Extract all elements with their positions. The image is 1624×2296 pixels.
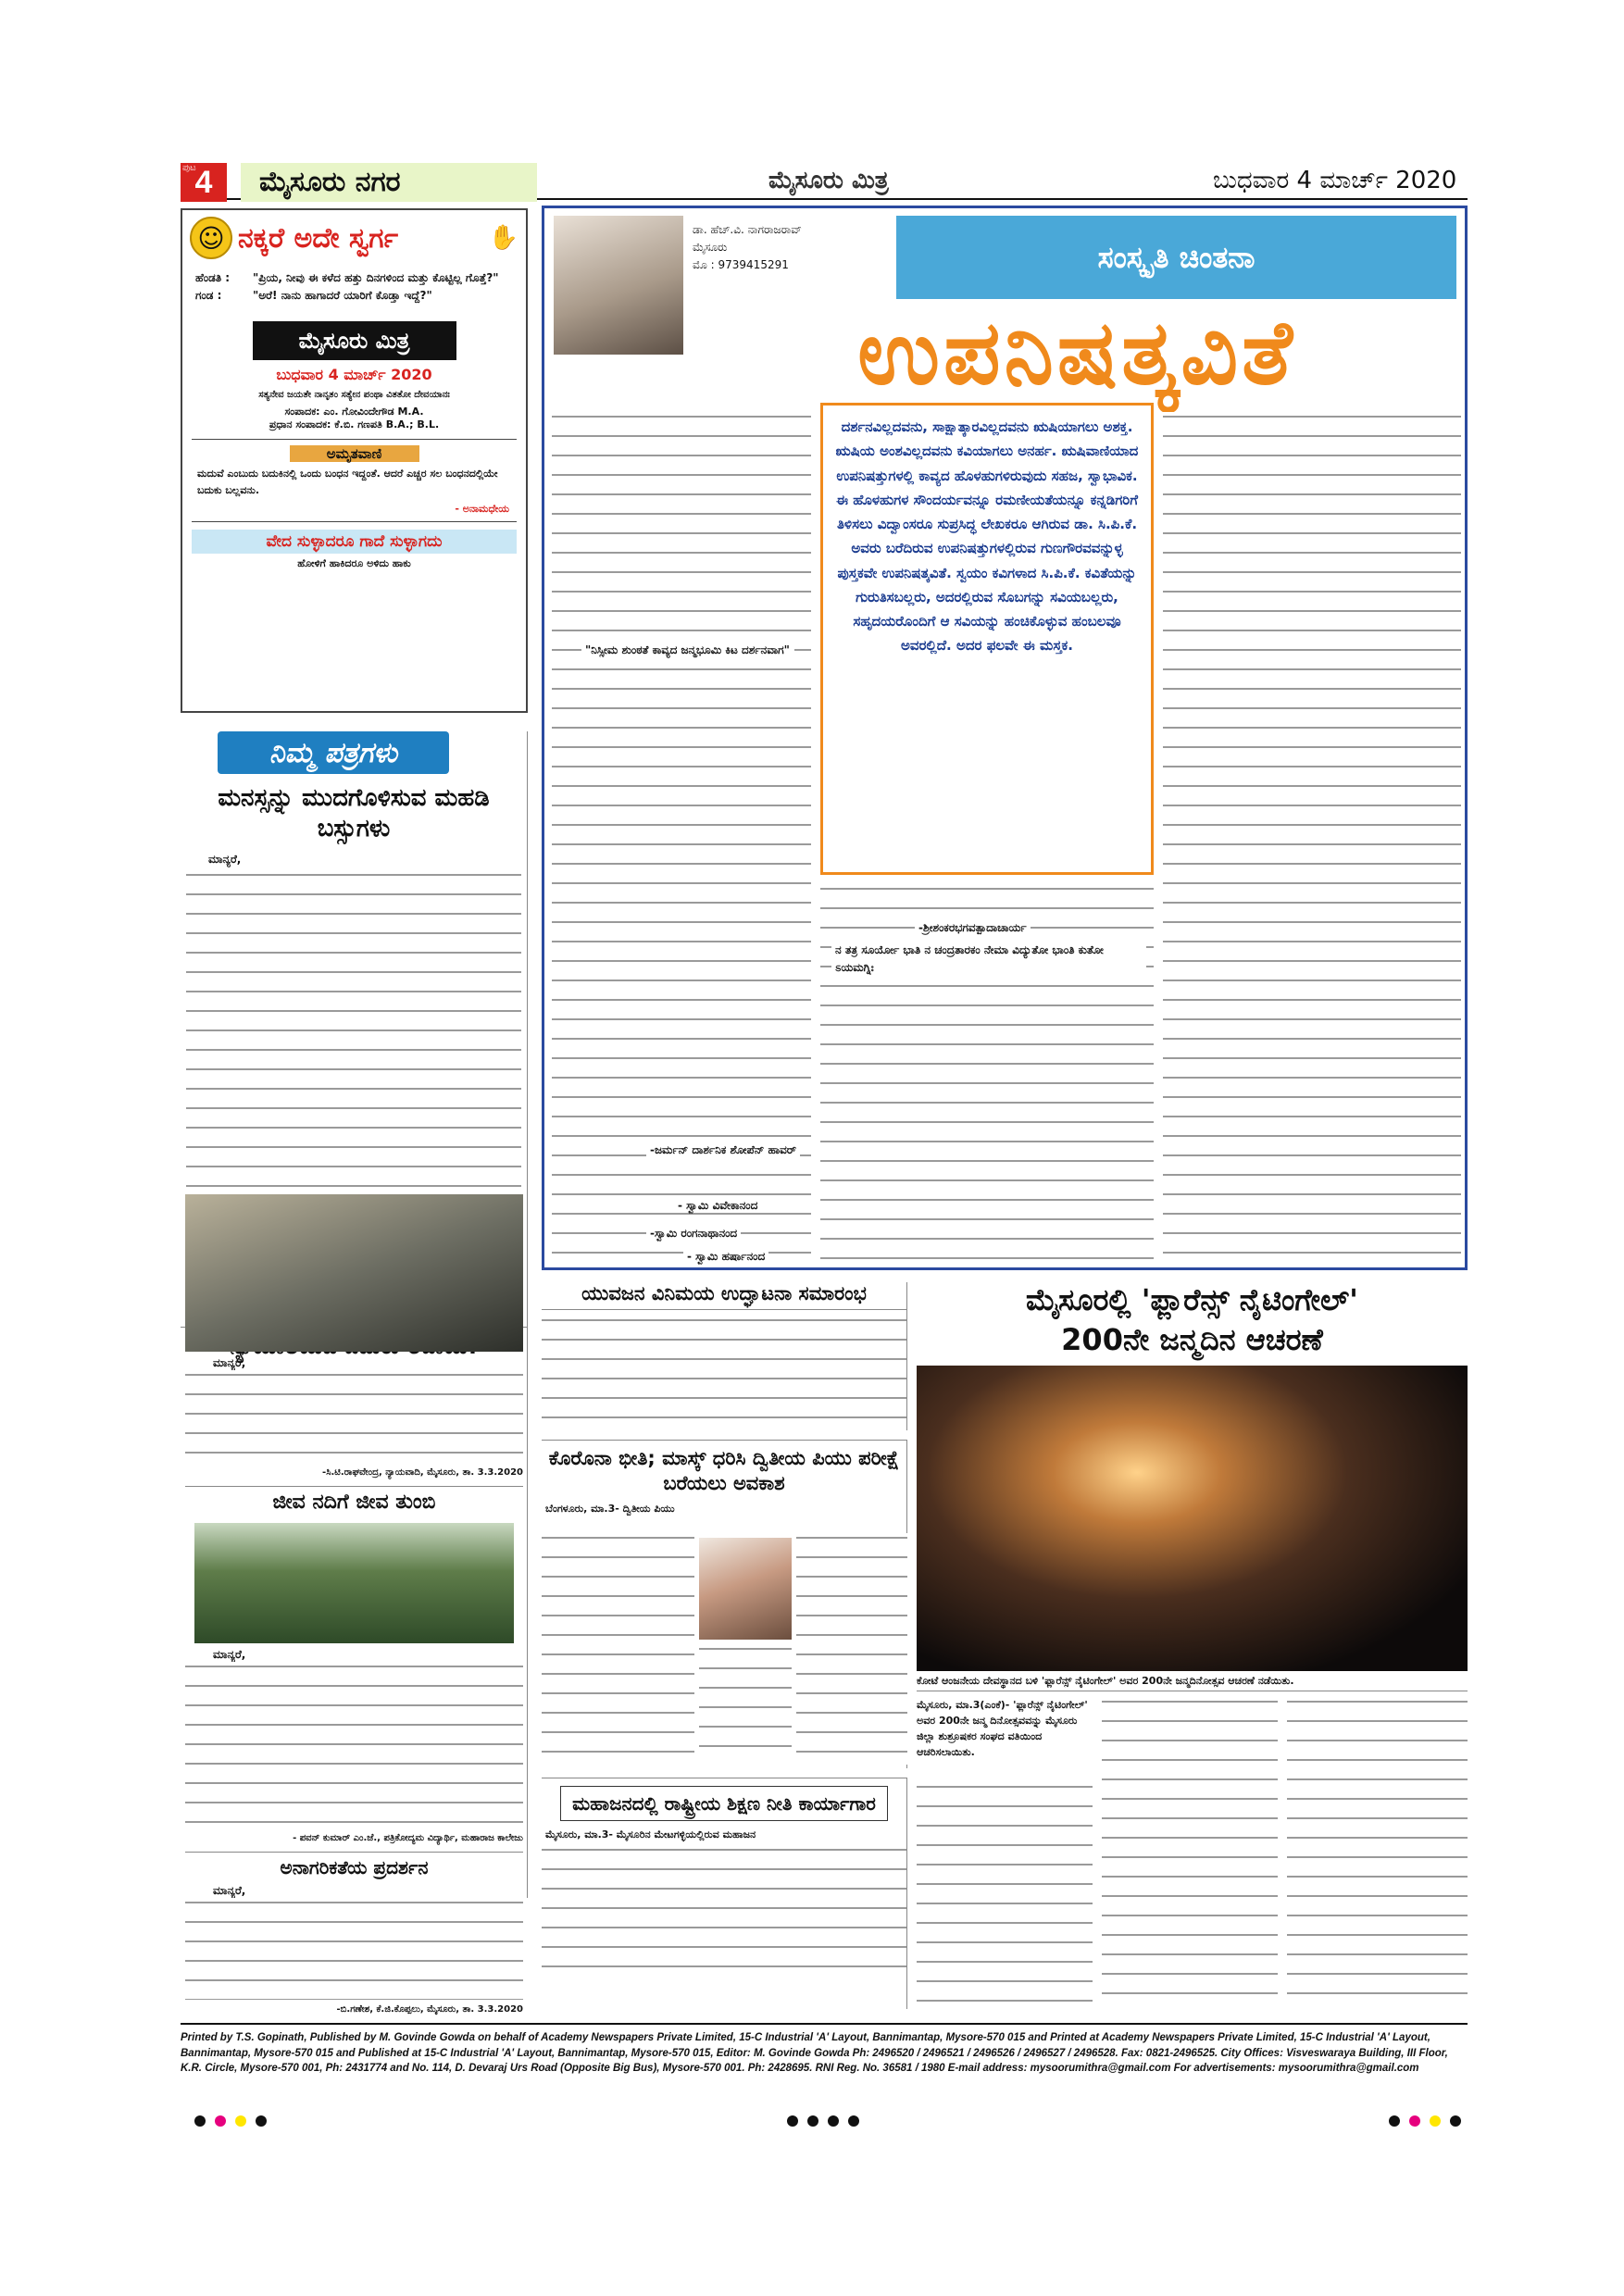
author-photo: [554, 216, 683, 355]
river-photo: [194, 1523, 514, 1643]
letter3-sign: - ಪವನ್ ಕುಮಾರ್ ಎಂ.ಜೆ., ಪತ್ರಿಕೋದ್ಯಮ ವಿದ್ಯಾರ್ಥಿ, ಮಹಾರಾಜ ಕಾಲೇಜು: [293, 1833, 523, 1843]
quote-harshananda: - ಸ್ವಾಮಿ ಹರ್ಷಾನಂದ: [683, 1250, 768, 1264]
page-word: ಪುಟ: [182, 163, 196, 173]
reg-dot: [787, 2115, 798, 2127]
laugh-line-1: [195, 269, 513, 287]
section-name: ಮೈಸೂರು ನಗರ: [241, 163, 537, 202]
laugh-dialog: [182, 266, 526, 308]
reg-dot: [828, 2115, 839, 2127]
reg-dot: [256, 2115, 267, 2127]
speaker-text: "ಪ್ರಿಯ, ನೀವು ಈ ಕಳೆದ ಹತ್ತು ದಿನಗಳಿಂದ ಮತ್ತು ಕೊಟ್ಟಿಲ್ಲ ಗೊತ್ತೆ?": [253, 271, 499, 284]
corona-col-3: [699, 1644, 792, 1765]
nurse-lead: ಮೈಸೂರು, ಮಾ.3(ಎಂಕೆ)- 'ಫ್ಲಾರೆನ್ಸ್ ನೈಟಿಂಗೇಲ್' ಅವರ 200ನೇ ಜನ್ಮ ದಿನೋತ್ಸವವನ್ನು ಮೈಸೂರು ಜಿಲ್ಲಾ ಶುಶ್ರೂಷಕರ ಸಂಘದ ವತಿಯಿಂದ ಆಚರಿಸಲಾಯಿತು.: [917, 1699, 1088, 1759]
registration-marks-left: [194, 2115, 267, 2127]
feature-article: [542, 206, 1468, 1270]
youth-body: [542, 1316, 906, 1436]
left-info-box: [181, 208, 528, 713]
reg-dot: [235, 2115, 246, 2127]
chief-editor-line: ಪ್ರಧಾನ ಸಂಪಾದಕ: ಕೆ.ಬಿ. ಗಣಪತಿ B.A.; B.L.: [269, 418, 440, 431]
reg-dot: [194, 2115, 206, 2127]
veda-sub: ಹೋಳಿಗೆ ಹಾಕಿದರೂ ಅಳಿದು ಹಾಕು: [297, 556, 411, 569]
nightingale-news: [917, 1282, 1468, 2009]
speaker-label: ಗಂಡ :: [195, 289, 222, 303]
reg-dot: [807, 2115, 818, 2127]
corona-lead: ಬೆಂಗಳೂರು, ಮಾ.3- ದ್ವಿತೀಯ ಪಿಯು: [545, 1502, 675, 1515]
quote-sankara: -ಶ್ರೀಶಂಕರಭಗವತ್ಪಾದಾಚಾರ್ಯ: [915, 921, 1031, 935]
quote-ranganathananda: -ಸ್ವಾಮಿ ರಂಗನಾಥಾನಂದ: [646, 1227, 741, 1241]
corona-col-1: [542, 1533, 694, 1765]
imprint-footer: Printed by T.S. Gopinath, Published by M. Govinde Gowda on behalf of Academy Newspapers Private Limited, 15-C Industrial 'A' Layout, Bannimantap, Mysore-570 015 and Printed at Academy Newspapers Private Limited, 15-C Industrial 'A' Layout, Bannimantap, Mysore-570 015 and Published at 15-C Industrial 'A' Layout, Bannimantap, Mysore-570 015, Editor: M. Govinde Gowda Ph: 2496520 / 2496521 / 2496526 / 2496527 / 2496528. Fax: 0821-2496525. City Offices: Visveswaraya Building, III Floor, K.R. Circle, Mysore-570 001, Ph: 2431774 and No. 114, D. Devaraj Urs Road (Opposite Big Bus), Mysore-570 001. Ph: 2428695. RNI Reg. No. 36581 / 1980 E-mail address: mysoorumithra@gmail.com For advertisements: mysoorumithra@gmail.com: [181, 2023, 1468, 2077]
reg-dot: [1430, 2115, 1441, 2127]
author-name: ಡಾ. ಹೆಚ್.ವಿ. ನಾಗರಾಜರಾವ್: [693, 223, 802, 236]
letter2-body: [185, 1370, 523, 1463]
letter1-salutation: ಮಾನ್ಯರೆ,: [208, 853, 242, 866]
feature-headline: ಉಪನಿಷತ್ಕವಿತೆ: [857, 301, 1296, 405]
corona-title: ಕೊರೊನಾ ಭೀತಿ; ಮಾಸ್ಕ್ ಧರಿಸಿ ದ್ವಿತೀಯ ಪಿಯು ಪರೀಕ್ಷೆ ಬರೆಯಲು ಅವಕಾಶ: [548, 1447, 900, 1495]
registration-marks-right: [1389, 2115, 1461, 2127]
letter3-salutation: ಮಾನ್ಯರೆ,: [213, 1648, 246, 1661]
edu-lead: ಮೈಸೂರು, ಮಾ.3- ಮೈಸೂರಿನ ಮೇಟಗಳ್ಳಿಯಲ್ಲಿರುವ ಮಹಾಜನ: [545, 1828, 756, 1841]
letter4-body: [185, 1898, 523, 2000]
candle-rally-photo: [917, 1366, 1468, 1671]
feature-col-3: [1163, 412, 1461, 1264]
editor-line: ಸಂಪಾದಕ: ಎಂ. ಗೋವಿಂದೇಗೌಡ M.A.: [284, 406, 424, 418]
paper-motto: ಸತ್ಯನೇವ ಜಯತೇ ನಾನೃತಂ ಸತ್ಯೇನ ಪಂಥಾ ವಿತತೋ ದೇವಯಾನಃ: [258, 390, 450, 401]
youth-news: [542, 1282, 907, 1430]
laugh-line-2: [195, 287, 513, 305]
nurse-caption: ಕೋಟೆ ಆಂಜನೇಯ ದೇವಸ್ಥಾನದ ಬಳಿ 'ಫ್ಲಾರೆನ್ಸ್ ನೈಟಿಂಗೇಲ್' ಅವರ 200ನೇ ಜನ್ಮದಿನೋತ್ಸವ ಆಚರಣೆ ನಡೆಯಿತು.: [917, 1675, 1468, 1691]
corona-news: [542, 1440, 907, 1768]
court-photo: [185, 1194, 523, 1352]
amrutha-title: ಅಮೃತವಾಣಿ: [290, 445, 419, 462]
quote-vivekananda: - ಸ್ವಾಮಿ ವಿವೇಕಾನಂದ: [674, 1199, 761, 1213]
laughing-face-icon: ☺: [190, 217, 232, 259]
reg-dot: [1409, 2115, 1420, 2127]
letter4-sign: -ಬಿ.ಗಣೇಶ, ಕೆ.ಜಿ.ಕೊಪ್ಪಲು, ಮೈಸೂರು, ತಾ. 3.3.2020: [336, 2004, 523, 2015]
author-phone: ಮೊ : 9739415291: [693, 258, 789, 272]
amrutha-by: - ಅನಾಮಧೇಯ: [455, 502, 509, 515]
edu-title: ಮಹಾಜನದಲ್ಲಿ ರಾಷ್ಟ್ರೀಯ ಶಿಕ್ಷಣ ನೀತಿ ಕಾರ್ಯಾಗಾರ: [560, 1786, 888, 1821]
quote-german: -ಜರ್ಮನ್ ದಾರ್ಶನಿಕ ಶೋಪೆನ್ ಹಾವರ್: [646, 1143, 800, 1157]
nurse-title-2: 200ನೇ ಜನ್ಮದಿನ ಆಚರಣೆ: [1061, 1322, 1323, 1357]
edu-news: [542, 1778, 907, 2009]
masthead: ಮೈಸೂರು ಮಿತ್ರ: [768, 167, 889, 194]
paper-logo: ಮೈಸೂರು ಮಿತ್ರ: [253, 321, 456, 360]
reg-dot: [848, 2115, 859, 2127]
letter1-title: ಮನಸ್ಸನ್ನು ಮುದಗೊಳಿಸುವ ಮಹಡಿ ಬಸ್ಸುಗಳು: [218, 784, 490, 842]
youth-title: ಯುವಜನ ವಿನಿಮಯ ಉದ್ಘಾಟನಾ ಸಮಾರಂಭ: [542, 1282, 906, 1310]
edu-body: [542, 1845, 906, 1984]
author-info: [693, 221, 802, 275]
laugh-title: ನಕ್ಕರೆ ಅದೇ ಸ್ವರ್ಗ: [238, 221, 399, 255]
column-name: ಸಂಸ್ಕೃತಿ ಚಿಂತನಾ: [896, 216, 1456, 299]
author-city: ಮೈಸೂರು: [693, 241, 728, 255]
letters-banner: ನಿಮ್ಮ ಪತ್ರಗಳು: [218, 731, 449, 774]
feature-quote1: "ನಿಸ್ಸೀಮ ಶುಂಠತೆ ಕಾವ್ಯದ ಜನ್ಮಭೂಮಿ ಕಿಟ ದರ್ಶನವಾಗ": [581, 643, 794, 657]
nurse-title-1: ಮೈಸೂರಲ್ಲಿ 'ಫ್ಲಾರೆನ್ಸ್ ನೈಟಿಂಗೇಲ್': [1026, 1282, 1358, 1317]
shloka: ನ ತತ್ರ ಸೂರ್ಯೋ ಭಾತಿ ನ ಚಂದ್ರತಾರಕಂ ನೇಮಾ ವಿದ್ಯುತೋ ಭಾಂತಿ ಕುತೋ ಽಯಮಗ್ನಿಃ: [831, 940, 1146, 979]
laugh-header: [182, 210, 526, 266]
nurse-col-2: [1102, 1697, 1278, 2004]
paper-date: ಬುಧವಾರ 4 ಮಾರ್ಚ್ 2020: [276, 366, 432, 384]
veda-title: ವೇದ ಸುಳ್ಳಾದರೂ ಗಾದೆ ಸುಳ್ಳಾಗದು: [192, 530, 517, 554]
letter3-title: ಜೀವ ನದಿಗೆ ಜೀವ ತುಂಬಿ: [185, 1486, 523, 1514]
amrutha-box: [192, 439, 517, 521]
reg-dot: [1450, 2115, 1461, 2127]
registration-marks-center: [787, 2115, 859, 2127]
reg-dot: [215, 2115, 226, 2127]
letter3-body: [185, 1662, 523, 1828]
letter2-salutation: ಮಾನ್ಯರೆ,: [213, 1356, 246, 1369]
letter4-salutation: ಮಾನ್ಯರೆ,: [213, 1884, 246, 1897]
speaker-label: ಹೆಂಡತಿ :: [195, 271, 231, 284]
minister-photo: [699, 1538, 792, 1640]
nurse-col-1: [917, 1782, 1093, 2004]
feature-col-1: [552, 412, 811, 1264]
corona-col-2: [796, 1533, 907, 1765]
nurse-col-3: [1287, 1697, 1468, 2004]
speaker-text: "ಅರೆ! ನಾನು ಹಾಗಾದರೆ ಯಾರಿಗೆ ಕೊಡ್ತಾ ಇದ್ದೆ?": [253, 289, 432, 303]
header-date: ಬುಧವಾರ 4 ಮಾರ್ಚ್ 2020: [1213, 167, 1457, 194]
letter2-sign: -ಸಿ.ಟಿ.ರಾಘವೇಂದ್ರ, ನ್ಯಾಯವಾದಿ, ಮೈಸೂರು, ತಾ. 3.3.2020: [322, 1467, 523, 1478]
cartoon-icon: ✋: [488, 224, 518, 252]
reg-dot: [1389, 2115, 1400, 2127]
pull-quote: ದರ್ಶನವಿಲ್ಲದವನು, ಸಾಕ್ಷಾತ್ಕಾರವಿಲ್ಲದವನು ಋಷಿಯಾಗಲು ಅಶಕ್ತ. ಋಷಿಯ ಅಂಶವಿಲ್ಲದವನು ಕವಿಯಾಗಲು ಅನರ್ಹ. ಋಷಿವಾಣಿಯಾದ ಉಪನಿಷತ್ತುಗಳಲ್ಲಿ ಕಾವ್ಯದ ಹೊಳಹುಗಳಿರುವುದು ಸಹಜ, ಸ್ವಾಭಾವಿಕ. ಈ ಹೊಳಹುಗಳ ಸೌಂದರ್ಯವನ್ನೂ ರಮಣೀಯತೆಯನ್ನೂ ಕನ್ನಡಿಗರಿಗೆ ತಿಳಿಸಲು ವಿದ್ವಾಂಸರೂ ಸುಪ್ರಸಿದ್ಧ ಲೇಖಕರೂ ಆಗಿರುವ ಡಾ. ಸಿ.ಪಿ.ಕೆ. ಅವರು ಬರೆದಿರುವ ಉಪನಿಷತ್ತುಗಳಲ್ಲಿರುವ ಗುಣಗೌರವವನ್ನುಳ್ಳ ಪುಸ್ತಕವೇ ಉಪನಿಷತ್ಕವಿತೆ. ಸ್ವಯಂ ಕವಿಗಳಾದ ಸಿ.ಪಿ.ಕೆ. ಕವಿತೆಯನ್ನು ಗುರುತಿಸಬಲ್ಲರು, ಅದರಲ್ಲಿರುವ ಸೊಬಗನ್ನು ಸವಿಯಬಲ್ಲರು, ಸಹೃದಯರೊಂದಿಗೆ ಆ ಸವಿಯನ್ನು ಹಂಚಿಕೊಳ್ಳುವ ಹಂಬಲವೂ ಅವರಲ್ಲಿದೆ. ಅದರ ಫಲವೇ ಈ ಮಸ್ತಕ.: [820, 403, 1154, 875]
amrutha-text: ಮದುವೆ ಎಂಬುದು ಬದುಕಿನಲ್ಲಿ ಒಂದು ಬಂಧನ ಇದ್ದಂತೆ. ಆದರೆ ಎಚ್ಚರ ಸಲ ಬಂಧನದಲ್ಲಿಯೇ ಬದುಕು ಬಲ್ಲವನು.: [197, 468, 498, 496]
page-number: 4: [194, 164, 213, 200]
letter4-title: ಅನಾಗರಿಕತೆಯ ಪ್ರದರ್ಶನ: [185, 1852, 523, 1878]
